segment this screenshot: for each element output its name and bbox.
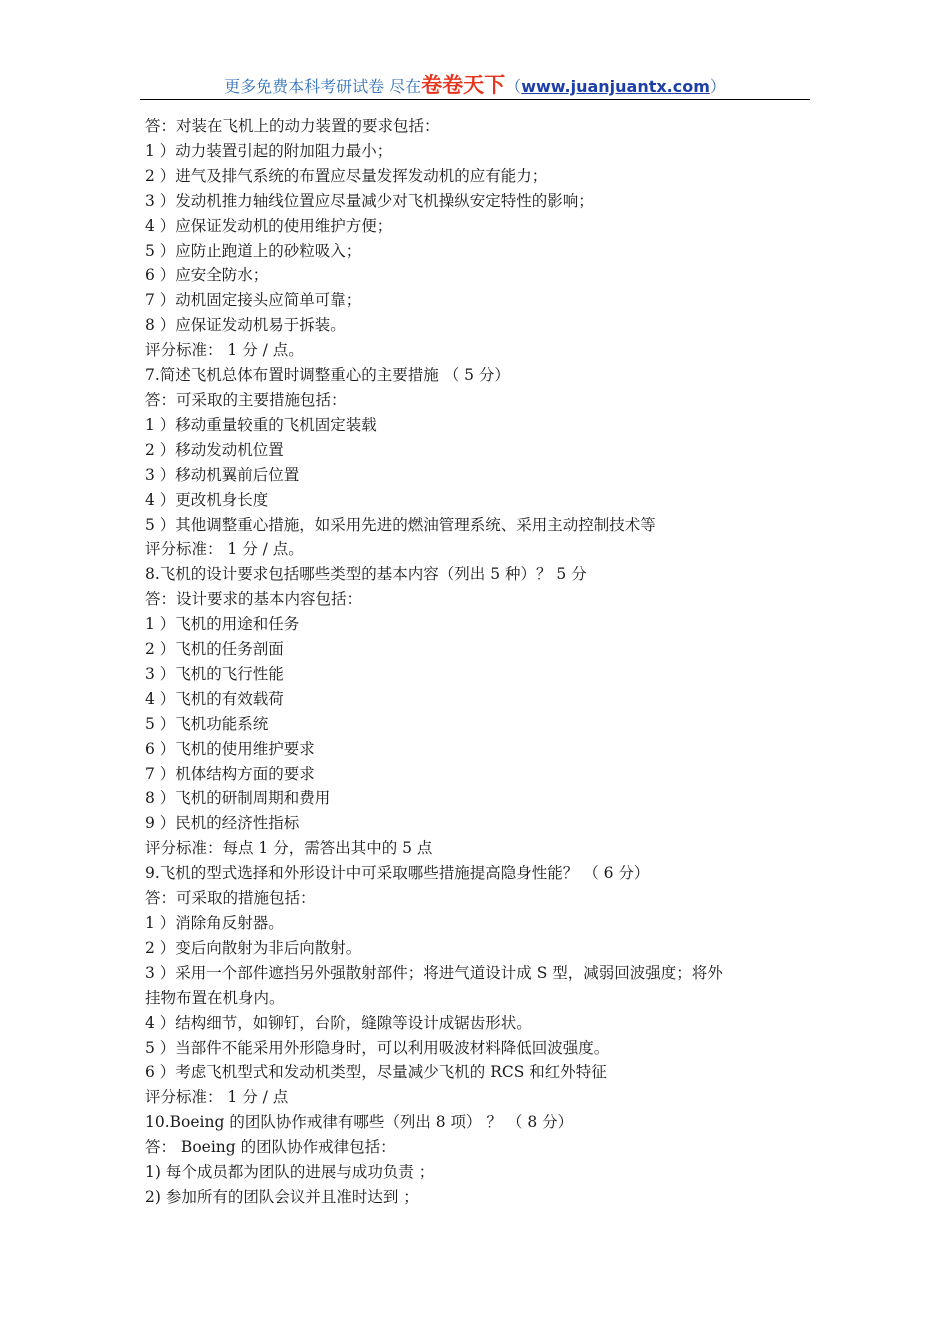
text-line: 8 ）应保证发动机易于拆装。 xyxy=(145,316,346,335)
text-line: 2 ）飞机的任务剖面 xyxy=(145,640,284,659)
text-line: 答：设计要求的基本内容包括： xyxy=(145,590,363,609)
text-line: 评分标准： 1 分 / 点 xyxy=(145,1088,289,1107)
text-line: 2 ）移动发动机位置 xyxy=(145,440,284,459)
text-line: 9 ）民机的经济性指标 xyxy=(145,814,300,833)
header-divider xyxy=(140,99,810,100)
header-brand: 卷卷天下 xyxy=(421,73,506,97)
text-line: 5 ）其他调整重心措施，如采用先进的燃油管理系统、采用主动控制技术等 xyxy=(145,515,656,534)
text-line: 4 ）更改机身长度 xyxy=(145,490,269,509)
text-line: 答： Boeing 的团队协作戒律包括： xyxy=(145,1138,396,1157)
text-line: 2 ）进气及排气系统的布置应尽量发挥发动机的应有能力； xyxy=(145,166,548,185)
text-line: 1 ）消除角反射器。 xyxy=(145,914,284,932)
text-line: 7 ）动机固定接头应简单可靠； xyxy=(145,291,362,310)
text-line: 1 ）飞机的用途和任务 xyxy=(145,615,300,634)
text-line: 1) 每个成员都为团队的进展与成功负责 ； xyxy=(145,1163,435,1182)
text-line: 评分标准： 1 分 / 点。 xyxy=(145,540,304,559)
text-line: 2) 参加所有的团队会议并且准时达到 ； xyxy=(145,1187,419,1206)
text-line: 8.飞机的设计要求包括哪些类型的基本内容（列出 5 种）？ 5 分 xyxy=(145,565,587,584)
text-line: 10.Boeing 的团队协作戒律有哪些（列出 8 项） ？ （ 8 分） xyxy=(145,1113,574,1132)
text-line: 5 ）当部件不能采用外形隐身时，可以利用吸波材料降低回波强度。 xyxy=(145,1038,610,1057)
text-line: 3 ）移动机翼前后位置 xyxy=(145,465,300,484)
text-line: 4 ）结构细节，如铆钉，台阶，缝隙等设计成锯齿形状。 xyxy=(145,1013,532,1032)
text-line: 9.飞机的型式选择和外形设计中可采取哪些措施提高隐身性能？ （ 6 分） xyxy=(145,864,650,883)
text-line: 4 ）应保证发动机的使用维护方便； xyxy=(145,216,393,235)
text-line: 评分标准：每点 1 分，需答出其中的 5 点 xyxy=(145,839,433,858)
text-line: 6 ）考虑飞机型式和发动机类型，尽量减少飞机的 RCS 和红外特征 xyxy=(145,1063,607,1082)
text-line: 3 ）飞机的飞行性能 xyxy=(145,664,284,683)
text-line: 答：可采取的主要措施包括： xyxy=(145,390,347,409)
text-line: 挂物布置在机身内。 xyxy=(145,988,285,1007)
text-line: 4 ）飞机的有效载荷 xyxy=(145,689,284,708)
header-url-link[interactable]: www.juanjuantx.com xyxy=(521,77,710,96)
text-line: 3 ）发动机推力轴线位置应尽量减少对飞机操纵安定特性的影响； xyxy=(145,191,594,210)
text-line: 6 ）飞机的使用维护要求 xyxy=(145,739,315,758)
text-line: 2 ）变后向散射为非后向散射。 xyxy=(145,938,362,957)
text-line: 8 ）飞机的研制周期和费用 xyxy=(145,789,331,808)
text-line: 答：可采取的措施包括： xyxy=(145,889,316,908)
text-line: 答：对装在飞机上的动力装置的要求包括： xyxy=(145,117,440,135)
text-line: 1 ）移动重量较重的飞机固定装载 xyxy=(145,415,377,434)
header-promo-text: 更多免费本科考研试卷 尽在 xyxy=(224,77,422,96)
text-line: 7 ）机体结构方面的要求 xyxy=(145,764,315,783)
page-header xyxy=(140,70,810,100)
header-paren-close: ） xyxy=(709,77,726,96)
text-line: 5 ）飞机功能系统 xyxy=(145,714,269,733)
text-line: 7.简述飞机总体布置时调整重心的主要措施 （ 5 分） xyxy=(145,366,510,385)
text-line: 评分标准： 1 分 / 点。 xyxy=(145,341,304,360)
text-line: 3 ）采用一个部件遮挡另外强散射部件；将进气道设计成 S 型，减弱回波强度；将外 xyxy=(145,963,723,982)
text-line: 5 ）应防止跑道上的砂粒吸入； xyxy=(145,241,362,260)
header-paren-open: （ xyxy=(505,77,522,96)
text-line: 6 ）应安全防水； xyxy=(145,266,269,285)
document-body xyxy=(145,114,810,1210)
text-line: 1 ）动力装置引起的附加阻力最小； xyxy=(145,141,393,160)
